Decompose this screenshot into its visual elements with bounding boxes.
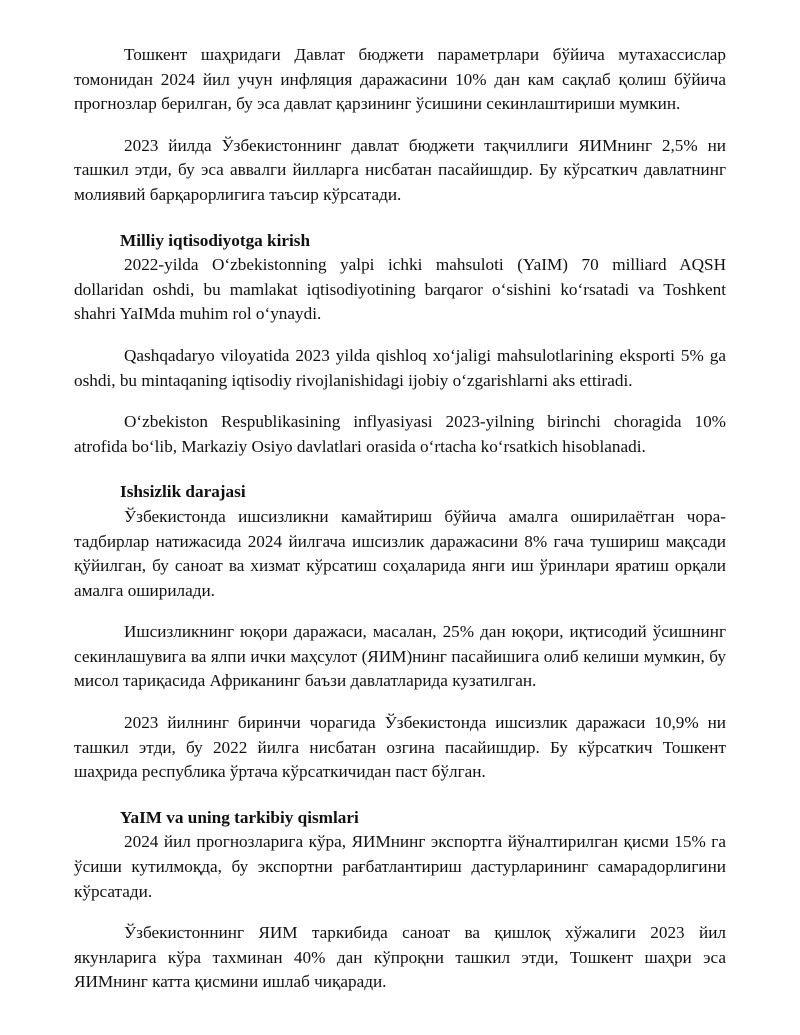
paragraph-budget-inflation-forecast: Тошкент шаҳридаги Давлат бюджети параметрлари бўйича мутахассислар томонидан 2024 йил учун инфляция даражасини 10% дан кам сақлаб қолиш бўйича прогнозлар берилган, бу эса давлат қарзининг ўсишини секинлаштириши мумкин. bbox=[74, 45, 726, 114]
paragraph-inflation-q1: Oʻzbekiston Respublikasining inflyasiyasi 2023-yilning birinchi choragida 10% atrofida boʻlib, Markaziy Osiyo davlatlari orasida oʻrtacha koʻrsatkich hisoblanadi. bbox=[74, 412, 726, 456]
section-spacer bbox=[74, 208, 726, 229]
paragraph-kashkadarya-export: Qashqadaryo viloyatida 2023 yilda qishloq xoʻjaligi mahsulotlarining eksporti 5% ga oshdi, bu mintaqaning iqtisodiy rivojlanishidagi ijobiy oʻzgarishlarni aks ettiradi. bbox=[74, 345, 726, 390]
paragraph-unemployment-q1: 2023 йилнинг биринчи чорагида Ўзбекистонда ишсизлик даражаси 10,9% ни ташкил этди, бу 2022 йилга нисбатан озгина пасайишдир. Бу кўрсаткич Тошкент шаҳрида республика ўртача кўрсаткичидан паст бўлган. bbox=[74, 713, 726, 782]
document-page bbox=[74, 43, 726, 995]
paragraph-gdp-structure: Ўзбекистоннинг ЯИМ таркибида саноат ва қишлоқ хўжалиги 2023 йил якунларига кўра тахминан 40% дан кўпроқни ташкил этди, Тошкент шаҳри эса ЯИМнинг катта қисмини ишлаб чиқаради. bbox=[74, 923, 726, 992]
paragraph-high-unemployment: Ишсизликнинг юқори даражаси, масалан, 25% дан юқори, иқтисодий ўсишнинг секинлашувига ва ялпи ички маҳсулот (ЯИМ)нинг пасайишига олиб келиши мумкин, бу мисол тариқасида Африканинг баъзи давлатларида кузатилган. bbox=[74, 622, 726, 691]
paragraph-budget-deficit: 2023 йилда Ўзбекистоннинг давлат бюджети тақчиллиги ЯИМнинг 2,5% ни ташкил этди, бу эса аввалги йилларга нисбатан пасайишдир. Бу кўрсаткич давлатнинг молиявий барқарорлигига таъсир кўрсатади. bbox=[74, 135, 726, 204]
heading-gdp-components: YaIM va uning tarkibiy qismlari bbox=[120, 807, 359, 827]
paragraph-gdp-2022: 2022-yilda Oʻzbekistonning yalpi ichki mahsuloti (YaIM) 70 milliard AQSH dollaridan oshdi, bu mamlakat iqtisodiyotining barqaror oʻsishini koʻrsatadi va Toshkent shahri YaIMda muhim rol oʻynaydi. bbox=[74, 255, 726, 324]
heading-national-economy: Milliy iqtisodiyotga kirish bbox=[120, 230, 311, 250]
section-spacer bbox=[74, 459, 726, 480]
section-spacer bbox=[74, 785, 726, 806]
paragraph-export-forecast: 2024 йил прогнозларига кўра, ЯИМнинг экспортга йўналтирилган қисми 15% га ўсиши кутилмоқда, бу экспортни рағбатлантириш дастурларининг самарадорлигини кўрсатади. bbox=[74, 832, 726, 901]
paragraph-unemployment-target: Ўзбекистонда ишсизликни камайтириш бўйича амалга оширилаётган чора-тадбирлар натижасида 2024 йилгача ишсизлик даражасини 8% гача тушириш мақсади қўйилган, бу саноат ва хизмат кўрсатиш соҳаларида янги иш ўринлари яратиш орқали амалга оширилади. bbox=[74, 506, 726, 600]
heading-unemployment: Ishsizlik darajasi bbox=[120, 482, 246, 502]
